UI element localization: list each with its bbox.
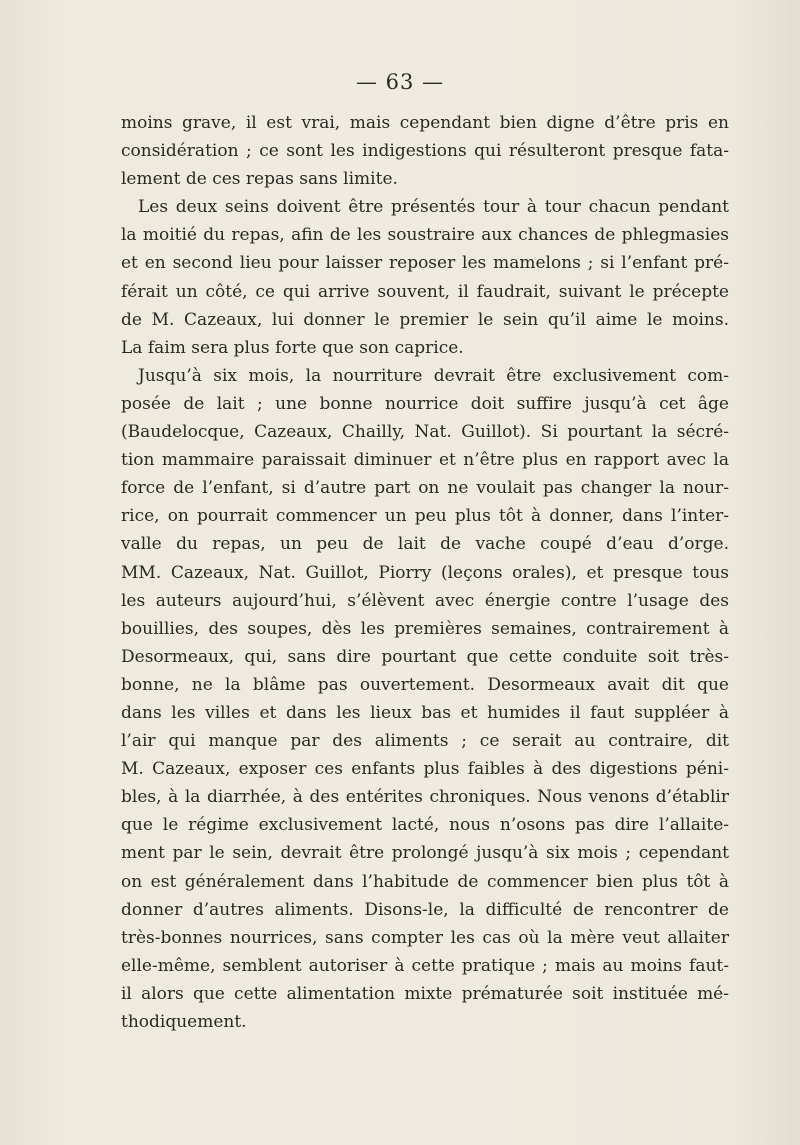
text-line: M. Cazeaux, exposer ces enfants plus faibles à des digestions péni- <box>121 759 729 780</box>
text-line: férait un côté, ce qui arrive souvent, il faudrait, suivant le précepte <box>121 281 729 302</box>
text-line: thodiquement. <box>121 1012 247 1032</box>
text-line: Les deux seins doivent être présentés tour à tour chacun pendant <box>138 197 729 218</box>
text-line: que le régime exclusivement lacté, nous n’osons pas dire l’allaite- <box>121 815 729 836</box>
text-line: l’air qui manque par des aliments ; ce serait au contraire, dit <box>121 731 729 752</box>
text-line: rice, on pourrait commencer un peu plus tôt à donner, dans l’inter- <box>121 506 729 527</box>
text-line: il alors que cette alimentation mixte prématurée soit instituée mé- <box>121 983 729 1004</box>
page-number: — 63 — <box>355 70 445 94</box>
text-line: posée de lait ; une bonne nourrice doit suffire jusqu’à cet âge <box>121 393 729 414</box>
text-line: Jusqu’à six mois, la nourriture devrait être exclusivement com- <box>138 365 729 386</box>
text-line: de M. Cazeaux, lui donner le premier le sein qu’il aime le moins. <box>121 309 729 330</box>
text-line: dans les villes et dans les lieux bas et humides il faut suppléer à <box>121 702 729 723</box>
text-line: elle-même, semblent autoriser à cette pratique ; mais au moins faut- <box>121 955 729 976</box>
text-line: donner d’autres aliments. Disons-le, la difficulté de rencontrer de <box>121 899 729 920</box>
text-line: MM. Cazeaux, Nat. Guillot, Piorry (leçons orales), et presque tous <box>121 562 729 583</box>
text-line: et en second lieu pour laisser reposer les mamelons ; si l’enfant pré- <box>121 253 729 274</box>
text-line: considération ; ce sont les indigestions qui résulteront presque fata- <box>121 141 729 162</box>
text-line: La faim sera plus forte que son caprice. <box>121 337 464 358</box>
text-line: les auteurs aujourd’hui, s’élèvent avec énergie contre l’usage des <box>121 590 729 611</box>
text-line: ment par le sein, devrait être prolongé jusqu’à six mois ; cependant <box>121 843 729 864</box>
text-line: bonne, ne la blâme pas ouvertement. Desormeaux avait dit que <box>121 674 729 695</box>
body-text <box>121 109 729 1036</box>
text-line: valle du repas, un peu de lait de vache coupé d’eau d’orge. <box>121 534 729 555</box>
text-line: très-bonnes nourrices, sans compter les cas où la mère veut allaiter <box>121 927 729 948</box>
text-line: moins grave, il est vrai, mais cependant bien digne d’être pris en <box>121 113 729 133</box>
text-line: force de l’enfant, si d’autre part on ne voulait pas changer la nour- <box>121 478 729 499</box>
text-line: bouillies, des soupes, dès les premières semaines, contrairement à <box>121 618 729 639</box>
text-line: la moitié du repas, afin de les soustraire aux chances de phlegmasies <box>121 225 729 246</box>
text-line: Desormeaux, qui, sans dire pourtant que cette conduite soit très- <box>121 646 729 667</box>
text-line: bles, à la diarrhée, à des entérites chroniques. Nous venons d’établir <box>121 787 729 808</box>
text-line: on est généralement dans l’habitude de commencer bien plus tôt à <box>121 871 729 892</box>
text-line: lement de ces repas sans limite. <box>121 169 398 190</box>
text-line: (Baudelocque, Cazeaux, Chailly, Nat. Guillot). Si pourtant la sécré- <box>121 422 729 443</box>
text-line: tion mammaire paraissait diminuer et n’être plus en rapport avec la <box>121 450 729 471</box>
